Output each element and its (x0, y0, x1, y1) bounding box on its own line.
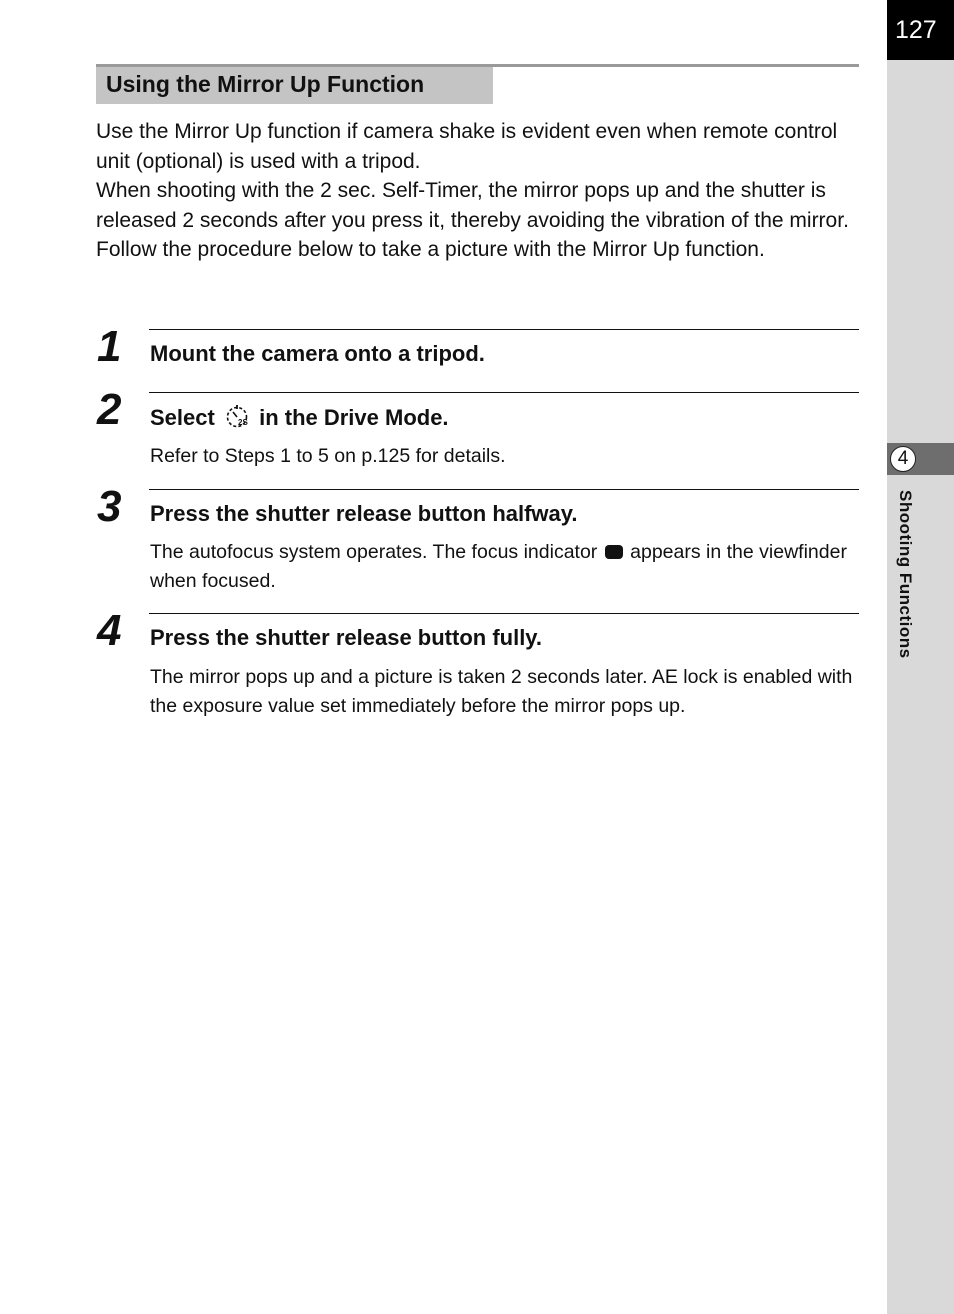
step-number: 3 (97, 482, 120, 531)
step-divider (149, 613, 859, 614)
intro-paragraph: Follow the procedure below to take a picture with the Mirror Up function. (96, 238, 765, 261)
step-title (150, 403, 449, 436)
chapter-title: Shooting Functions (896, 490, 915, 659)
step-title-text: Select (150, 405, 215, 430)
step-number: 2 (97, 385, 120, 434)
self-timer-2s-icon (225, 403, 249, 436)
step-divider (149, 392, 859, 393)
chapter-number: 4 (890, 446, 916, 472)
step-title: Press the shutter release button fully. (150, 625, 543, 650)
step-body: The mirror pops up and a picture is taken 2 seconds later. AE lock is enabled with the exposure value set immediately before the mirror pops up. (150, 666, 853, 717)
intro-text (96, 117, 866, 265)
section-heading: Using the Mirror Up Function (96, 67, 493, 104)
step-body-text: The autofocus system operates. The focus indicator (150, 541, 598, 563)
step-body-text: appears in the viewfinder when focused. (150, 541, 847, 592)
step-number: 1 (97, 322, 120, 371)
step-title: Mount the camera onto a tripod. (150, 341, 485, 366)
step-title: Press the shutter release button halfway. (150, 501, 578, 526)
page-number: 127 (887, 0, 954, 60)
step-divider (149, 489, 859, 490)
step-number: 4 (97, 606, 120, 655)
intro-paragraph: When shooting with the 2 sec. Self-Timer, the mirror pops up and the shutter is released 2 seconds after you press it, thereby avoiding the vibration of the mirror. (96, 179, 849, 232)
svg-text:2S: 2S (237, 418, 248, 427)
step-body (150, 538, 860, 595)
focus-indicator-icon (605, 545, 623, 559)
step-body: Refer to Steps 1 to 5 on p.125 for details. (150, 445, 506, 467)
step-divider (149, 329, 859, 330)
intro-paragraph: Use the Mirror Up function if camera shake is evident even when remote control unit (optional) is used with a tripod. (96, 120, 838, 173)
step-title-text: in the Drive Mode. (259, 405, 449, 430)
